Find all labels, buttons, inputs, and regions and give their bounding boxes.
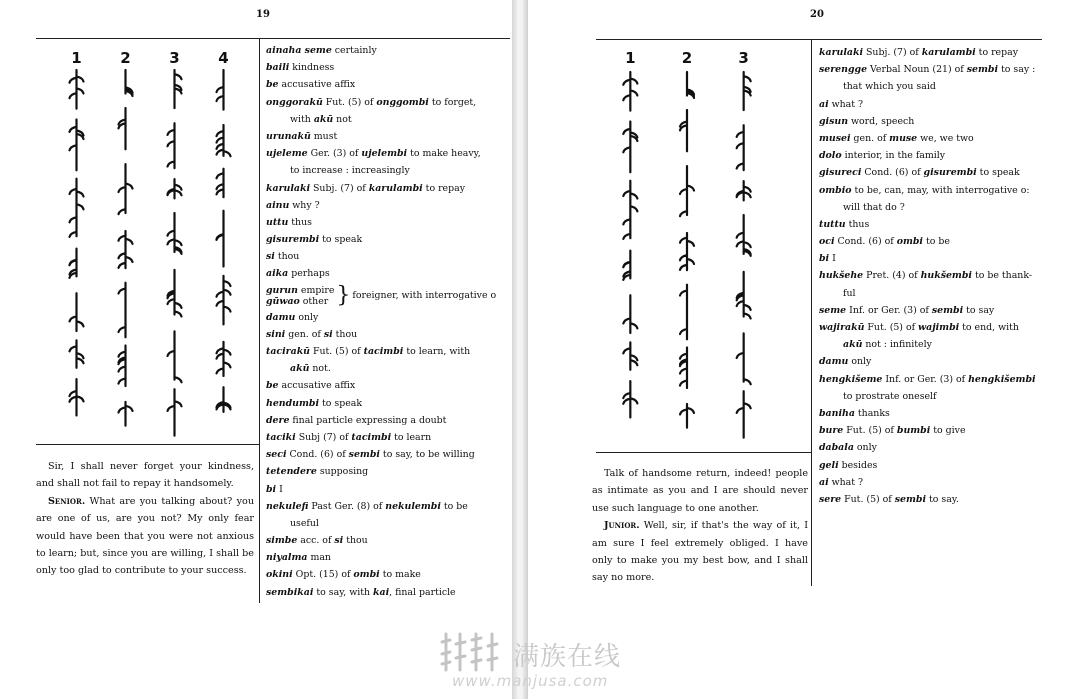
gloss-definition: Fut. (5) of	[322, 96, 377, 108]
gloss-entry	[266, 162, 510, 179]
gloss-headword: aika	[266, 268, 289, 280]
gloss-headword: geli	[819, 459, 839, 471]
column-number: 1	[625, 49, 636, 67]
gloss-headword: sembi	[931, 304, 964, 316]
gloss-definition: to speak	[976, 167, 1020, 179]
gloss-brace-group	[266, 282, 497, 308]
gloss-headword: oci	[819, 236, 835, 248]
column-number: 2	[120, 49, 131, 67]
translation-text: Sir, I shall never forget your kindness, and shall not fail to repay it handsomely.	[36, 461, 254, 490]
glossary-list	[819, 44, 1063, 508]
gloss-headword: dolo	[819, 150, 842, 162]
gloss-entry	[819, 353, 1063, 370]
gloss-headword: tetendere	[266, 466, 317, 478]
gloss-definition: interior, in the family	[841, 150, 946, 162]
gloss-headword: tacirakū	[266, 346, 311, 357]
gloss-definition: why ?	[289, 199, 320, 211]
gloss-definition: gen. of	[850, 132, 890, 144]
gloss-headword: ai	[819, 476, 829, 488]
gloss-entry	[266, 412, 510, 429]
page-number: 20	[810, 9, 824, 20]
gloss-headword: damu	[819, 356, 849, 368]
gloss-entry	[266, 59, 510, 76]
gloss-headword: ujelembi	[361, 148, 408, 160]
gloss-definition: kindness	[289, 62, 335, 74]
gloss-headword: baniha	[819, 407, 855, 419]
page-number: 19	[256, 9, 270, 20]
gloss-definition: Subj (7) of	[295, 431, 352, 443]
gloss-headword: akū	[843, 339, 863, 351]
gloss-definition: foreigner, with interrogative o	[352, 289, 497, 301]
gloss-definition: acc. of	[297, 535, 335, 547]
gloss-headword: hengkišeme	[819, 373, 883, 385]
gloss-headword: wajirakū	[819, 322, 865, 333]
gloss-entry	[266, 309, 510, 326]
brace-glyph: }	[336, 282, 351, 308]
gloss-headword: gisurembi	[923, 167, 977, 179]
manchu-script-line	[119, 70, 133, 426]
gloss-definition: to increase : increasingly	[290, 165, 410, 177]
gloss-entry	[819, 319, 1063, 336]
gloss-definition: not	[333, 113, 352, 125]
left-page	[0, 0, 512, 699]
gloss-entry	[819, 491, 1063, 508]
column-number: 3	[169, 49, 180, 67]
gloss-headword: gurun	[266, 284, 298, 296]
gloss-headword: serengge	[819, 64, 868, 76]
translation-paragraph	[36, 493, 254, 580]
gloss-headword: bumbi	[896, 425, 931, 437]
translation-paragraph	[592, 465, 808, 517]
gloss-headword: taciki	[266, 431, 296, 443]
gloss-headword: hengkišembi	[968, 373, 1036, 385]
translation-text: What are you talking about? you are one of us, are you not? My only fear would have been that you were not anxious to learn; but, since you are willing, I shall be only too glad to contribute to your success.	[36, 495, 254, 577]
gloss-entry	[819, 371, 1063, 388]
manchu-script-line	[168, 70, 182, 436]
gloss-definition: besides	[838, 459, 878, 471]
gloss-headword: sere	[819, 493, 842, 505]
top-rule	[36, 38, 510, 39]
manchu-script-line	[737, 72, 751, 438]
gloss-entry	[266, 76, 510, 93]
gloss-definition: will that do ?	[843, 201, 905, 213]
english-translation	[592, 465, 808, 587]
gloss-headword: muse	[889, 132, 918, 144]
gloss-headword: karulaki	[819, 47, 864, 58]
gloss-headword: tuttu	[819, 218, 846, 230]
gloss-definition: Fut. (5) of	[841, 493, 895, 505]
gloss-definition: to learn, with	[403, 346, 471, 357]
gloss-headword: sini	[266, 328, 286, 340]
gloss-entry	[819, 147, 1063, 164]
gloss-entry	[819, 233, 1063, 250]
gloss-entry	[266, 463, 510, 480]
glossary-list	[266, 42, 510, 601]
gloss-entry	[266, 231, 510, 248]
gloss-definition: ful	[843, 287, 856, 299]
gloss-entry	[819, 199, 1063, 216]
gloss-headword: urunakū	[266, 130, 311, 142]
gloss-entry	[819, 457, 1063, 474]
english-translation	[36, 458, 254, 580]
gloss-entry	[819, 44, 1063, 61]
watermark-url: www.manjusa.com	[452, 672, 609, 690]
gloss-definition: supposing	[316, 466, 369, 478]
gloss-definition: to repay	[975, 47, 1018, 58]
script-bottom-rule	[596, 452, 811, 453]
column-numbers	[52, 49, 248, 67]
gloss-entry	[266, 532, 510, 549]
gloss-entry	[819, 61, 1063, 78]
gloss-definition: thus	[288, 216, 312, 228]
gloss-headword: tacimbi	[363, 346, 404, 357]
gloss-definition: useful	[290, 517, 319, 529]
gloss-definition: what ?	[828, 98, 864, 110]
gloss-definition: to say, with	[313, 586, 374, 598]
gloss-headword: sembi	[348, 449, 380, 461]
gloss-definition: to forget,	[428, 96, 477, 108]
gloss-definition: to repay	[422, 182, 465, 194]
gloss-definition: Fut. (5) of	[864, 322, 919, 333]
gloss-headword: ombio	[819, 184, 852, 196]
gloss-headword: onggombi	[376, 96, 429, 108]
gloss-definition: thou	[274, 251, 300, 263]
manchu-script-image	[602, 72, 772, 432]
gloss-entry	[266, 343, 510, 360]
gloss-definition: man	[307, 552, 331, 564]
translation-text: Well, sir, if that's the way of it, I am sure I feel extremely obliged. I have only to make you my best bow, and I shall say no more.	[592, 520, 808, 584]
gloss-entry	[266, 446, 510, 463]
gloss-term	[266, 296, 334, 307]
gloss-entry	[266, 584, 510, 601]
gloss-headword: seci	[266, 449, 287, 461]
gloss-definition: accusative affix	[278, 79, 356, 91]
gloss-entry	[266, 94, 510, 111]
gloss-headword: bi	[266, 483, 277, 495]
site-watermark	[438, 628, 658, 692]
gloss-entry	[266, 481, 510, 498]
gloss-definition: to learn	[391, 431, 432, 443]
gloss-definition: to speak	[319, 397, 363, 409]
gloss-headword: wajimbi	[918, 322, 960, 333]
gloss-entry	[819, 164, 1063, 181]
gloss-headword: akū	[313, 113, 334, 125]
gloss-headword: dabala	[819, 442, 854, 454]
gloss-definition: to say :	[998, 64, 1036, 76]
gloss-entry	[266, 429, 510, 446]
gloss-headword: hukšehe	[819, 270, 864, 282]
speaker-label: Junior.	[604, 520, 640, 532]
gloss-headword: musei	[819, 132, 851, 144]
gloss-headword: be	[266, 380, 279, 392]
gloss-entry	[266, 360, 510, 377]
gloss-definition: Cond. (6) of	[861, 167, 924, 179]
gloss-definition: other	[299, 295, 329, 307]
translation-text: Talk of handsome return, indeed! people as intimate as you and I are should never use such language to one another.	[592, 468, 808, 514]
gloss-definition: to end, with	[959, 322, 1019, 333]
gloss-entry	[266, 42, 510, 59]
gloss-entry	[266, 377, 510, 394]
gloss-entry	[266, 128, 510, 145]
gloss-definition: Fut. (5) of	[310, 346, 364, 357]
gloss-definition: only	[295, 311, 319, 323]
gloss-definition: I	[276, 483, 283, 495]
gloss-definition: thou	[332, 328, 358, 340]
gloss-entry	[819, 405, 1063, 422]
gloss-headword: kai	[373, 586, 390, 598]
column-numbers	[602, 49, 772, 67]
top-rule	[596, 39, 1042, 40]
gloss-headword: uttu	[266, 216, 289, 228]
gloss-headword: dere	[266, 414, 290, 426]
gloss-entry	[266, 248, 510, 265]
gloss-headword: gisurembi	[266, 234, 320, 246]
script-bottom-rule	[36, 444, 259, 445]
manchu-script-line	[680, 72, 694, 428]
gloss-definition: to make	[379, 569, 421, 581]
gloss-definition: to give	[930, 425, 966, 437]
gloss-definition: thanks	[854, 407, 890, 419]
gloss-definition: empire	[297, 284, 335, 296]
gloss-definition: what ?	[828, 476, 864, 488]
gloss-entry	[819, 302, 1063, 319]
gloss-definition: perhaps	[288, 268, 330, 280]
manchu-script-column	[52, 70, 248, 444]
gloss-headword: damu	[266, 311, 296, 323]
gloss-headword: hukšembi	[920, 270, 972, 282]
gloss-entry	[266, 214, 510, 231]
gloss-definition: Pret. (4) of	[863, 270, 921, 282]
gloss-definition: gen. of	[285, 328, 324, 340]
gloss-definition: to prostrate oneself	[843, 390, 937, 402]
gloss-headword: ombi	[353, 569, 380, 581]
gloss-definition: thou	[343, 535, 368, 547]
gloss-entry	[266, 515, 510, 532]
gloss-definition: to say.	[926, 493, 959, 505]
manchu-script-column	[602, 72, 772, 436]
manchu-script-image	[52, 70, 248, 440]
gloss-definition: to be, can, may, with interrogative o:	[851, 184, 1030, 196]
gloss-definition: final particle expressing a doubt	[289, 414, 447, 426]
gloss-definition: Opt. (15) of	[292, 569, 354, 581]
gloss-entry	[266, 283, 510, 309]
gloss-definition: Ger. (3) of	[307, 148, 362, 160]
manchu-script-line	[217, 70, 231, 412]
gloss-definition: only	[853, 442, 877, 454]
gloss-entry	[819, 388, 1063, 405]
gloss-headword: nekulembi	[385, 500, 441, 512]
gloss-headword: nekulefi	[266, 500, 309, 512]
gloss-definition: Inf. or Ger. (3) of	[882, 373, 969, 385]
gloss-headword: hendumbi	[266, 397, 320, 409]
gloss-definition: accusative affix	[278, 380, 356, 392]
gloss-definition: with	[290, 113, 314, 125]
gloss-definition: to speak	[319, 234, 363, 246]
gloss-headword: sembikai	[266, 586, 314, 598]
gloss-headword: si	[334, 535, 344, 547]
gloss-headword: tacimbi	[351, 431, 392, 443]
gloss-term	[266, 285, 334, 296]
gloss-headword: si	[266, 251, 275, 263]
gloss-headword: baili	[266, 62, 290, 74]
manchu-script-line	[623, 72, 637, 417]
manchu-logo-icon	[438, 630, 508, 674]
gloss-entry	[819, 285, 1063, 302]
gloss-headword: ombi	[896, 236, 923, 248]
gloss-definition: must	[310, 130, 338, 142]
column-divider	[811, 39, 812, 586]
gloss-headword: onggorakū	[266, 96, 323, 108]
gloss-entry	[266, 566, 510, 583]
gloss-entry	[819, 439, 1063, 456]
column-number: 1	[71, 49, 82, 67]
gloss-headword: ujeleme	[266, 148, 308, 160]
translation-paragraph	[36, 458, 254, 493]
gloss-headword: be	[266, 79, 279, 91]
gloss-entry	[266, 111, 510, 128]
gloss-entry	[819, 130, 1063, 147]
gloss-entry	[819, 422, 1063, 439]
gloss-headword: gisun	[819, 115, 849, 127]
gloss-brace-terms	[266, 285, 334, 307]
gloss-entry	[819, 182, 1063, 199]
gloss-definition: Fut. (5) of	[843, 425, 897, 437]
gloss-entry	[819, 250, 1063, 267]
gloss-definition: to say, to be willing	[379, 449, 475, 461]
watermark-chinese: 满族在线	[513, 642, 622, 672]
gloss-definition: we, we two	[917, 132, 974, 144]
gloss-definition: to make heavy,	[407, 148, 481, 160]
gloss-definition: Cond. (6) of	[286, 449, 349, 461]
gloss-entry	[266, 395, 510, 412]
translation-paragraph	[592, 517, 808, 587]
gloss-definition: , final particle	[389, 586, 456, 598]
gloss-headword: niyalma	[266, 552, 308, 564]
gloss-definition: to say	[963, 304, 995, 316]
gloss-headword: gūwao	[266, 295, 300, 307]
gloss-entry	[266, 145, 510, 162]
gloss-entry	[266, 265, 510, 282]
gloss-entry	[819, 96, 1063, 113]
gloss-definition: certainly	[331, 45, 377, 56]
gloss-definition: Verbal Noun (21) of	[867, 64, 967, 76]
right-page	[528, 0, 1068, 699]
gloss-definition: to be	[440, 500, 468, 512]
gloss-headword: akū	[290, 363, 310, 375]
manchu-script-line	[70, 70, 84, 415]
gloss-definition: Subj. (7) of	[310, 182, 369, 194]
book-gutter	[512, 0, 528, 699]
gloss-entry	[819, 113, 1063, 130]
column-number: 4	[218, 49, 229, 67]
gloss-entry	[266, 326, 510, 343]
gloss-definition: I	[829, 253, 836, 265]
gloss-definition: only	[848, 356, 872, 368]
gloss-definition: Subj. (7) of	[863, 47, 922, 58]
gloss-entry	[266, 197, 510, 214]
gloss-entry	[266, 180, 510, 197]
gloss-headword: simbe	[266, 535, 298, 547]
speaker-label: Senior.	[48, 495, 86, 507]
gloss-definition: that which you said	[843, 81, 936, 93]
gloss-headword: ainaha seme	[266, 45, 332, 56]
gloss-entry	[819, 216, 1063, 233]
gloss-entry	[819, 78, 1063, 95]
gloss-headword: ainu	[266, 199, 290, 211]
gloss-definition: not.	[309, 363, 331, 375]
gloss-entry	[819, 267, 1063, 284]
gloss-definition: to be thank-	[971, 270, 1033, 282]
gloss-headword: bi	[819, 253, 830, 265]
gloss-definition: to be	[922, 236, 950, 248]
gloss-headword: sembi	[966, 64, 999, 76]
gloss-definition: not : infinitely	[862, 339, 932, 351]
column-number: 3	[738, 49, 749, 67]
gloss-headword: karulambi	[921, 47, 976, 58]
gloss-entry	[266, 498, 510, 515]
gloss-headword: sembi	[894, 493, 927, 505]
gloss-entry	[266, 549, 510, 566]
column-number: 2	[681, 49, 693, 67]
gloss-headword: okini	[266, 569, 293, 581]
gloss-entry	[819, 336, 1063, 353]
gloss-definition: thus	[845, 218, 870, 230]
gloss-entry	[819, 474, 1063, 491]
gloss-headword: karulambi	[368, 182, 423, 194]
gloss-headword: si	[323, 328, 333, 340]
gloss-definition: Past Ger. (8) of	[308, 500, 386, 512]
gloss-headword: bure	[819, 425, 844, 437]
gloss-headword: gisureci	[819, 167, 862, 179]
gloss-headword: karulaki	[266, 182, 311, 194]
column-divider	[259, 38, 260, 603]
gloss-headword: ai	[819, 98, 829, 110]
gloss-definition: Inf. or Ger. (3) of	[846, 304, 932, 316]
gloss-headword: seme	[819, 304, 847, 316]
gloss-definition: Cond. (6) of	[834, 236, 897, 248]
gloss-definition: word, speech	[848, 115, 915, 127]
